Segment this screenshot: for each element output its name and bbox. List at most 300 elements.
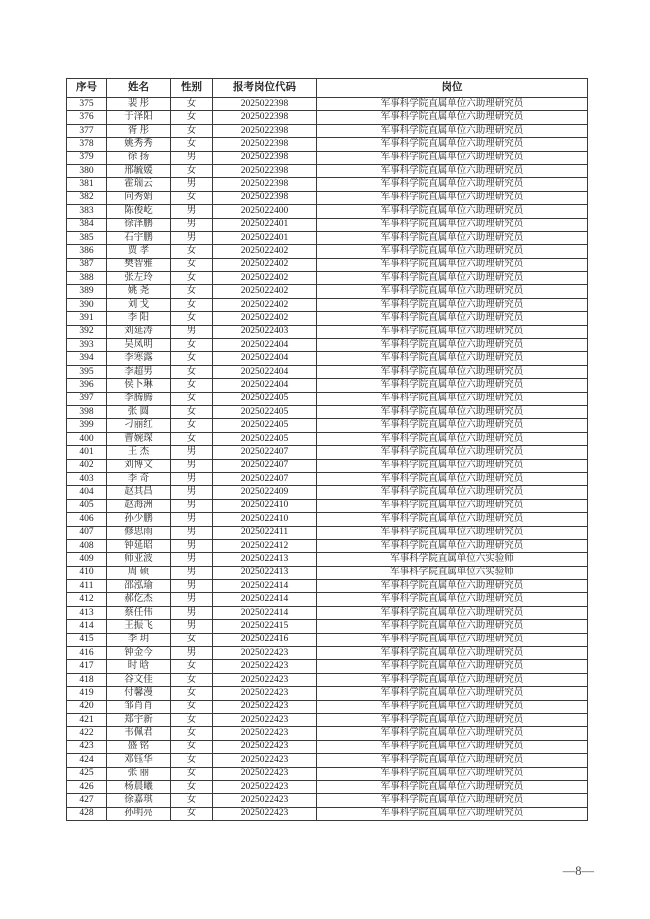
code-cell: 2025022423 xyxy=(213,807,317,820)
table-row xyxy=(67,499,588,512)
table-row xyxy=(67,432,588,445)
table-row xyxy=(67,272,588,285)
position-cell: 军事科学院直属单位六助理研究员 xyxy=(317,352,588,365)
table-row xyxy=(67,365,588,378)
position-cell: 军事科学院直属单位六助理研究员 xyxy=(317,687,588,700)
gender-cell: 女 xyxy=(171,272,213,285)
gender-cell: 女 xyxy=(171,727,213,740)
name-cell: 刘延涛 xyxy=(107,325,171,338)
seq-cell: 386 xyxy=(67,245,107,258)
position-cell: 军事科学院直属单位六助理研究员 xyxy=(317,472,588,485)
seq-cell: 412 xyxy=(67,593,107,606)
table-row xyxy=(67,231,588,244)
gender-cell: 女 xyxy=(171,245,213,258)
name-cell: 修思雨 xyxy=(107,526,171,539)
seq-cell: 402 xyxy=(67,459,107,472)
position-cell: 军事科学院直属单位六助理研究员 xyxy=(317,178,588,191)
seq-cell: 422 xyxy=(67,727,107,740)
code-cell: 2025022405 xyxy=(213,392,317,405)
table-row xyxy=(67,620,588,633)
code-cell: 2025022423 xyxy=(213,713,317,726)
code-cell: 2025022423 xyxy=(213,647,317,660)
seq-cell: 401 xyxy=(67,446,107,459)
seq-cell: 406 xyxy=(67,513,107,526)
seq-cell: 396 xyxy=(67,379,107,392)
name-cell: 李超男 xyxy=(107,365,171,378)
gender-cell: 女 xyxy=(171,405,213,418)
code-cell: 2025022405 xyxy=(213,419,317,432)
table-row xyxy=(67,740,588,753)
gender-cell: 男 xyxy=(171,566,213,579)
code-cell: 2025022398 xyxy=(213,191,317,204)
seq-cell: 392 xyxy=(67,325,107,338)
name-cell: 贾 孝 xyxy=(107,245,171,258)
gender-cell: 女 xyxy=(171,754,213,767)
gender-cell: 女 xyxy=(171,365,213,378)
name-cell: 李 奇 xyxy=(107,472,171,485)
gender-cell: 女 xyxy=(171,660,213,673)
seq-cell: 399 xyxy=(67,419,107,432)
seq-cell: 411 xyxy=(67,580,107,593)
seq-cell: 388 xyxy=(67,272,107,285)
name-cell: 刘 戈 xyxy=(107,298,171,311)
name-cell: 杨晨曦 xyxy=(107,780,171,793)
gender-cell: 女 xyxy=(171,767,213,780)
code-cell: 2025022412 xyxy=(213,539,317,552)
position-cell: 军事科学院直属单位六助理研究员 xyxy=(317,526,588,539)
gender-cell: 男 xyxy=(171,459,213,472)
code-cell: 2025022398 xyxy=(213,178,317,191)
code-cell: 2025022414 xyxy=(213,606,317,619)
code-cell: 2025022403 xyxy=(213,325,317,338)
seq-cell: 427 xyxy=(67,794,107,807)
seq-cell: 400 xyxy=(67,432,107,445)
seq-cell: 417 xyxy=(67,660,107,673)
table-row xyxy=(67,218,588,231)
table-row xyxy=(67,807,588,820)
name-cell: 钟金今 xyxy=(107,647,171,660)
code-cell: 2025022423 xyxy=(213,673,317,686)
table-row xyxy=(67,151,588,164)
gender-cell: 男 xyxy=(171,205,213,218)
name-cell: 胥 彤 xyxy=(107,124,171,137)
name-cell: 孙明亮 xyxy=(107,807,171,820)
code-cell: 2025022423 xyxy=(213,687,317,700)
seq-cell: 381 xyxy=(67,178,107,191)
position-cell: 军事科学院直属单位六助理研究员 xyxy=(317,98,588,111)
code-cell: 2025022404 xyxy=(213,352,317,365)
code-cell: 2025022423 xyxy=(213,794,317,807)
position-cell: 军事科学院直属单位六助理研究员 xyxy=(317,379,588,392)
seq-cell: 397 xyxy=(67,392,107,405)
name-cell: 赵其昌 xyxy=(107,486,171,499)
table-row xyxy=(67,392,588,405)
position-cell: 军事科学院直属单位六助理研究员 xyxy=(317,620,588,633)
gender-cell: 女 xyxy=(171,687,213,700)
table-row xyxy=(67,794,588,807)
name-cell: 李 阳 xyxy=(107,312,171,325)
table-row xyxy=(67,539,588,552)
gender-cell: 女 xyxy=(171,339,213,352)
code-cell: 2025022413 xyxy=(213,566,317,579)
code-cell: 2025022402 xyxy=(213,312,317,325)
seq-cell: 398 xyxy=(67,405,107,418)
name-cell: 刘博文 xyxy=(107,459,171,472)
code-cell: 2025022405 xyxy=(213,405,317,418)
gender-cell: 女 xyxy=(171,807,213,820)
seq-cell: 420 xyxy=(67,700,107,713)
code-cell: 2025022398 xyxy=(213,98,317,111)
seq-cell: 385 xyxy=(67,231,107,244)
position-cell: 军事科学院直属单位六助理研究员 xyxy=(317,446,588,459)
gender-cell: 女 xyxy=(171,352,213,365)
table-row xyxy=(67,526,588,539)
name-cell: 邓钰华 xyxy=(107,754,171,767)
header-position: 岗位 xyxy=(317,79,588,98)
code-cell: 2025022402 xyxy=(213,272,317,285)
seq-cell: 389 xyxy=(67,285,107,298)
name-cell: 周 硕 xyxy=(107,566,171,579)
name-cell: 谷文佳 xyxy=(107,673,171,686)
name-cell: 姚秀秀 xyxy=(107,138,171,151)
table-row xyxy=(67,553,588,566)
gender-cell: 男 xyxy=(171,486,213,499)
code-cell: 2025022402 xyxy=(213,298,317,311)
name-cell: 霍瑞云 xyxy=(107,178,171,191)
table-row xyxy=(67,767,588,780)
position-cell: 军事科学院直属单位六助理研究员 xyxy=(317,111,588,124)
seq-cell: 428 xyxy=(67,807,107,820)
code-cell: 2025022402 xyxy=(213,245,317,258)
code-cell: 2025022404 xyxy=(213,379,317,392)
name-cell: 于泽阳 xyxy=(107,111,171,124)
table-row xyxy=(67,191,588,204)
gender-cell: 女 xyxy=(171,285,213,298)
position-cell: 军事科学院直属单位六助理研究员 xyxy=(317,405,588,418)
table-row xyxy=(67,780,588,793)
header-seq: 序号 xyxy=(67,79,107,98)
code-cell: 2025022414 xyxy=(213,580,317,593)
table-row xyxy=(67,205,588,218)
table-row xyxy=(67,111,588,124)
gender-cell: 女 xyxy=(171,111,213,124)
code-cell: 2025022410 xyxy=(213,513,317,526)
seq-cell: 375 xyxy=(67,98,107,111)
table-row xyxy=(67,379,588,392)
name-cell: 徐嘉琪 xyxy=(107,794,171,807)
seq-cell: 407 xyxy=(67,526,107,539)
table-row xyxy=(67,727,588,740)
code-cell: 2025022407 xyxy=(213,459,317,472)
name-cell: 盛 铭 xyxy=(107,740,171,753)
table-row xyxy=(67,419,588,432)
table-row xyxy=(67,245,588,258)
name-cell: 徐泽鹏 xyxy=(107,218,171,231)
code-cell: 2025022423 xyxy=(213,727,317,740)
gender-cell: 女 xyxy=(171,298,213,311)
name-cell: 蔡任伟 xyxy=(107,606,171,619)
table-row xyxy=(67,633,588,646)
code-cell: 2025022423 xyxy=(213,740,317,753)
table-row xyxy=(67,687,588,700)
position-cell: 军事科学院直属单位六助理研究员 xyxy=(317,205,588,218)
position-cell: 军事科学院直属单位六助理研究员 xyxy=(317,138,588,151)
position-cell: 军事科学院直属单位六助理研究员 xyxy=(317,218,588,231)
header-gender: 性别 xyxy=(171,79,213,98)
position-cell: 军事科学院直属单位六助理研究员 xyxy=(317,580,588,593)
position-cell: 军事科学院直属单位六助理研究员 xyxy=(317,432,588,445)
gender-cell: 男 xyxy=(171,553,213,566)
name-cell: 李腾腾 xyxy=(107,392,171,405)
seq-cell: 394 xyxy=(67,352,107,365)
gender-cell: 女 xyxy=(171,312,213,325)
position-cell: 军事科学院直属单位六助理研究员 xyxy=(317,647,588,660)
position-cell: 军事科学院直属单位六助理研究员 xyxy=(317,660,588,673)
table-row xyxy=(67,754,588,767)
code-cell: 2025022402 xyxy=(213,258,317,271)
gender-cell: 男 xyxy=(171,151,213,164)
seq-cell: 382 xyxy=(67,191,107,204)
position-cell: 军事科学院直属单位六助理研究员 xyxy=(317,339,588,352)
seq-cell: 415 xyxy=(67,633,107,646)
position-cell: 军事科学院直属单位六助理研究员 xyxy=(317,392,588,405)
name-cell: 钟延昭 xyxy=(107,539,171,552)
position-cell: 军事科学院直属单位六助理研究员 xyxy=(317,633,588,646)
seq-cell: 410 xyxy=(67,566,107,579)
name-cell: 侯卜琳 xyxy=(107,379,171,392)
position-cell: 军事科学院直属单位六助理研究员 xyxy=(317,767,588,780)
seq-cell: 425 xyxy=(67,767,107,780)
table-row xyxy=(67,339,588,352)
code-cell: 2025022423 xyxy=(213,780,317,793)
table-row xyxy=(67,486,588,499)
code-cell: 2025022415 xyxy=(213,620,317,633)
position-cell: 军事科学院直属单位六助理研究员 xyxy=(317,513,588,526)
name-cell: 师亚波 xyxy=(107,553,171,566)
table-row xyxy=(67,164,588,177)
gender-cell: 女 xyxy=(171,713,213,726)
name-cell: 徐 扬 xyxy=(107,151,171,164)
code-cell: 2025022401 xyxy=(213,218,317,231)
gender-cell: 女 xyxy=(171,419,213,432)
header-code: 报考岗位代码 xyxy=(213,79,317,98)
gender-cell: 女 xyxy=(171,673,213,686)
position-cell: 军事科学院直属单位六助理研究员 xyxy=(317,285,588,298)
seq-cell: 380 xyxy=(67,164,107,177)
table-row xyxy=(67,352,588,365)
gender-cell: 男 xyxy=(171,513,213,526)
code-cell: 2025022404 xyxy=(213,339,317,352)
code-cell: 2025022407 xyxy=(213,472,317,485)
table-header xyxy=(67,79,588,98)
seq-cell: 387 xyxy=(67,258,107,271)
page-number: —8— xyxy=(562,864,594,878)
gender-cell: 女 xyxy=(171,794,213,807)
header-row xyxy=(67,79,588,98)
gender-cell: 男 xyxy=(171,218,213,231)
position-cell: 军事科学院直属单位六助理研究员 xyxy=(317,298,588,311)
code-cell: 2025022398 xyxy=(213,138,317,151)
seq-cell: 418 xyxy=(67,673,107,686)
name-cell: 陈俊屹 xyxy=(107,205,171,218)
table-row xyxy=(67,285,588,298)
name-cell: 邢毓媛 xyxy=(107,164,171,177)
name-cell: 郝仡杰 xyxy=(107,593,171,606)
table-row xyxy=(67,312,588,325)
table-row xyxy=(67,405,588,418)
seq-cell: 416 xyxy=(67,647,107,660)
position-cell: 军事科学院直属单位六助理研究员 xyxy=(317,700,588,713)
position-cell: 军事科学院直属单位六助理研究员 xyxy=(317,258,588,271)
gender-cell: 女 xyxy=(171,258,213,271)
code-cell: 2025022398 xyxy=(213,124,317,137)
name-cell: 张左玲 xyxy=(107,272,171,285)
gender-cell: 女 xyxy=(171,740,213,753)
table-row xyxy=(67,298,588,311)
gender-cell: 女 xyxy=(171,124,213,137)
name-cell: 刁丽红 xyxy=(107,419,171,432)
code-cell: 2025022402 xyxy=(213,285,317,298)
position-cell: 军事科学院直属单位六助理研究员 xyxy=(317,606,588,619)
table-row xyxy=(67,98,588,111)
seq-cell: 404 xyxy=(67,486,107,499)
gender-cell: 女 xyxy=(171,191,213,204)
table-row xyxy=(67,700,588,713)
code-cell: 2025022398 xyxy=(213,151,317,164)
position-cell: 军事科学院直属单位六助理研究员 xyxy=(317,272,588,285)
name-cell: 张 丽 xyxy=(107,767,171,780)
gender-cell: 男 xyxy=(171,620,213,633)
position-cell: 军事科学院直属单位六助理研究员 xyxy=(317,164,588,177)
gender-cell: 男 xyxy=(171,231,213,244)
gender-cell: 女 xyxy=(171,138,213,151)
position-cell: 军事科学院直属单位六助理研究员 xyxy=(317,459,588,472)
table-row xyxy=(67,713,588,726)
position-cell: 军事科学院直属单位六助理研究员 xyxy=(317,593,588,606)
code-cell: 2025022423 xyxy=(213,754,317,767)
position-cell: 军事科学院直属单位六实验师 xyxy=(317,566,588,579)
seq-cell: 409 xyxy=(67,553,107,566)
name-cell: 石宇鹏 xyxy=(107,231,171,244)
gender-cell: 男 xyxy=(171,325,213,338)
position-cell: 军事科学院直属单位六助理研究员 xyxy=(317,794,588,807)
seq-cell: 377 xyxy=(67,124,107,137)
seq-cell: 391 xyxy=(67,312,107,325)
name-cell: 韦佩君 xyxy=(107,727,171,740)
table-row xyxy=(67,673,588,686)
seq-cell: 419 xyxy=(67,687,107,700)
gender-cell: 男 xyxy=(171,580,213,593)
position-cell: 军事科学院直属单位六助理研究员 xyxy=(317,191,588,204)
name-cell: 邹肖肖 xyxy=(107,700,171,713)
name-cell: 裴 彤 xyxy=(107,98,171,111)
seq-cell: 424 xyxy=(67,754,107,767)
table-body xyxy=(67,98,588,821)
table-row xyxy=(67,593,588,606)
gender-cell: 男 xyxy=(171,647,213,660)
gender-cell: 女 xyxy=(171,432,213,445)
table-row xyxy=(67,459,588,472)
seq-cell: 379 xyxy=(67,151,107,164)
seq-cell: 426 xyxy=(67,780,107,793)
gender-cell: 男 xyxy=(171,539,213,552)
table-row xyxy=(67,325,588,338)
position-cell: 军事科学院直属单位六助理研究员 xyxy=(317,325,588,338)
candidate-table xyxy=(66,78,588,821)
position-cell: 军事科学院直属单位六助理研究员 xyxy=(317,807,588,820)
code-cell: 2025022401 xyxy=(213,231,317,244)
code-cell: 2025022405 xyxy=(213,432,317,445)
position-cell: 军事科学院直属单位六助理研究员 xyxy=(317,499,588,512)
name-cell: 郑宇新 xyxy=(107,713,171,726)
gender-cell: 男 xyxy=(171,526,213,539)
position-cell: 军事科学院直属单位六助理研究员 xyxy=(317,673,588,686)
table-row xyxy=(67,606,588,619)
gender-cell: 女 xyxy=(171,164,213,177)
code-cell: 2025022416 xyxy=(213,633,317,646)
name-cell: 赵海洲 xyxy=(107,499,171,512)
name-cell: 邵泓瑜 xyxy=(107,580,171,593)
code-cell: 2025022423 xyxy=(213,660,317,673)
position-cell: 军事科学院直属单位六助理研究员 xyxy=(317,713,588,726)
position-cell: 军事科学院直属单位六实验师 xyxy=(317,553,588,566)
table-row xyxy=(67,513,588,526)
position-cell: 军事科学院直属单位六助理研究员 xyxy=(317,151,588,164)
table-row xyxy=(67,258,588,271)
name-cell: 姚 尧 xyxy=(107,285,171,298)
position-cell: 军事科学院直属单位六助理研究员 xyxy=(317,245,588,258)
gender-cell: 男 xyxy=(171,593,213,606)
code-cell: 2025022407 xyxy=(213,446,317,459)
seq-cell: 405 xyxy=(67,499,107,512)
name-cell: 曹婉琛 xyxy=(107,432,171,445)
code-cell: 2025022411 xyxy=(213,526,317,539)
seq-cell: 414 xyxy=(67,620,107,633)
name-cell: 李寒露 xyxy=(107,352,171,365)
seq-cell: 393 xyxy=(67,339,107,352)
gender-cell: 女 xyxy=(171,379,213,392)
gender-cell: 男 xyxy=(171,472,213,485)
position-cell: 军事科学院直属单位六助理研究员 xyxy=(317,727,588,740)
position-cell: 军事科学院直属单位六助理研究员 xyxy=(317,365,588,378)
position-cell: 军事科学院直属单位六助理研究员 xyxy=(317,312,588,325)
position-cell: 军事科学院直属单位六助理研究员 xyxy=(317,419,588,432)
seq-cell: 383 xyxy=(67,205,107,218)
table-row xyxy=(67,472,588,485)
seq-cell: 421 xyxy=(67,713,107,726)
name-cell: 张 圆 xyxy=(107,405,171,418)
position-cell: 军事科学院直属单位六助理研究员 xyxy=(317,780,588,793)
table-row xyxy=(67,138,588,151)
gender-cell: 女 xyxy=(171,700,213,713)
name-cell: 吴凤明 xyxy=(107,339,171,352)
seq-cell: 378 xyxy=(67,138,107,151)
gender-cell: 女 xyxy=(171,98,213,111)
seq-cell: 390 xyxy=(67,298,107,311)
name-cell: 李 玥 xyxy=(107,633,171,646)
code-cell: 2025022414 xyxy=(213,593,317,606)
code-cell: 2025022398 xyxy=(213,111,317,124)
seq-cell: 413 xyxy=(67,606,107,619)
table-row xyxy=(67,124,588,137)
position-cell: 军事科学院直属单位六助理研究员 xyxy=(317,740,588,753)
code-cell: 2025022423 xyxy=(213,700,317,713)
position-cell: 军事科学院直属单位六助理研究员 xyxy=(317,124,588,137)
name-cell: 樊智雅 xyxy=(107,258,171,271)
table-row xyxy=(67,566,588,579)
table-row xyxy=(67,580,588,593)
code-cell: 2025022398 xyxy=(213,164,317,177)
